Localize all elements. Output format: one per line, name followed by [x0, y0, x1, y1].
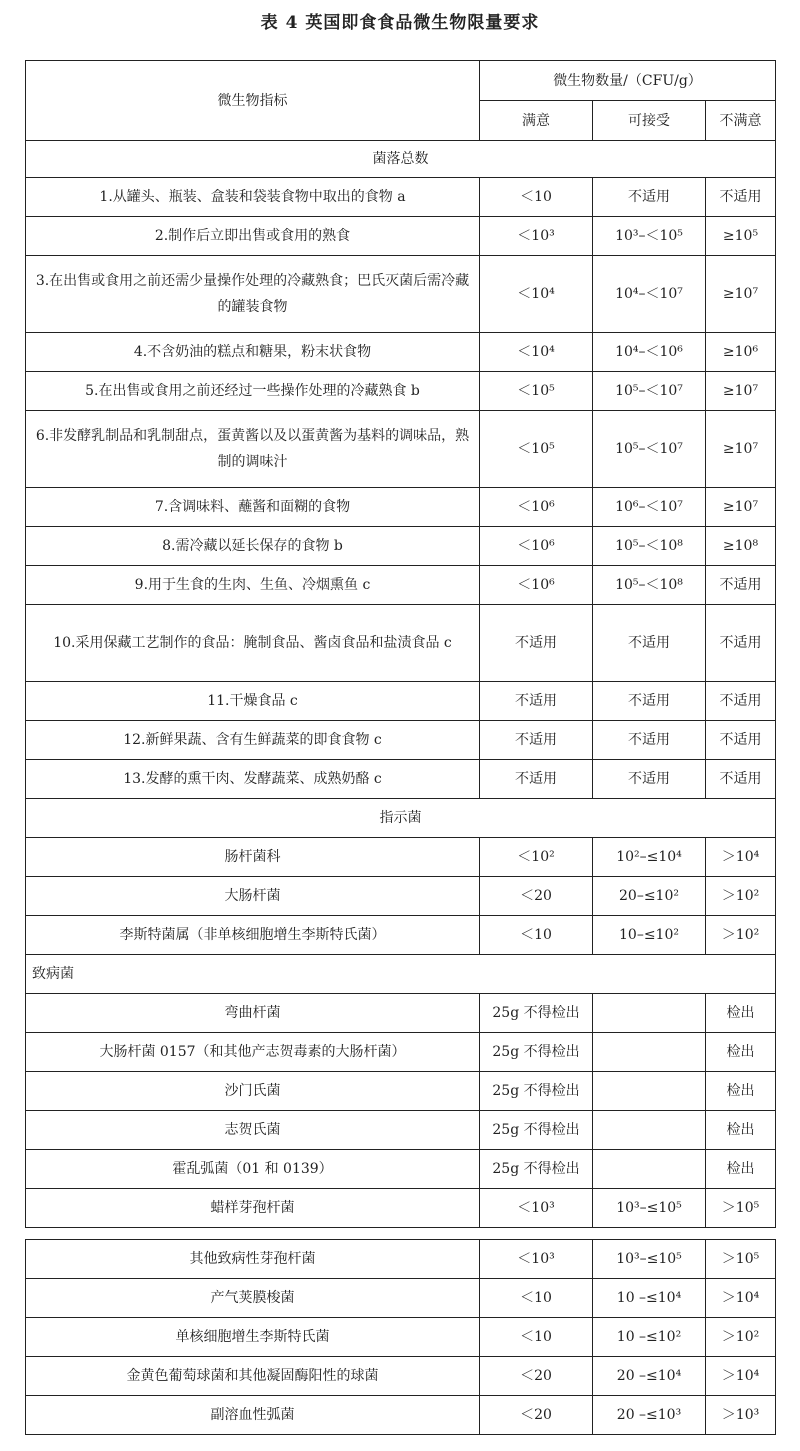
- table-row: [26, 333, 776, 372]
- row-unsatisfactory: 不适用: [706, 760, 776, 799]
- row-indicator: 蜡样芽孢杆菌: [26, 1189, 480, 1228]
- row-acceptable: [593, 1033, 706, 1072]
- row-acceptable: 10⁵–＜10⁷: [593, 372, 706, 411]
- row-acceptable: 10 –≤10²: [593, 1318, 706, 1357]
- row-unsatisfactory: 不适用: [706, 178, 776, 217]
- row-satisfactory: ＜10⁴: [480, 333, 593, 372]
- row-acceptable: [593, 994, 706, 1033]
- section-row: [26, 799, 776, 838]
- row-unsatisfactory: ＞10⁴: [706, 1279, 776, 1318]
- row-unsatisfactory: ＞10⁴: [706, 1357, 776, 1396]
- row-acceptable: [593, 1111, 706, 1150]
- table-row: [26, 488, 776, 527]
- row-unsatisfactory: ＞10³: [706, 1396, 776, 1435]
- header-indicator: 微生物指标: [26, 61, 480, 141]
- row-satisfactory: 25g 不得检出: [480, 1111, 593, 1150]
- table-row: [26, 1072, 776, 1111]
- row-acceptable: 10²–≤10⁴: [593, 838, 706, 877]
- row-unsatisfactory: 检出: [706, 1111, 776, 1150]
- row-indicator: 金黄色葡萄球菌和其他凝固酶阳性的球菌: [26, 1357, 480, 1396]
- row-indicator: 单核细胞增生李斯特氏菌: [26, 1318, 480, 1357]
- row-indicator: 副溶血性弧菌: [26, 1396, 480, 1435]
- row-satisfactory: ＜10⁴: [480, 256, 593, 333]
- row-unsatisfactory: ≥10⁵: [706, 217, 776, 256]
- row-acceptable: 10–≤10²: [593, 916, 706, 955]
- table-row: [26, 721, 776, 760]
- row-unsatisfactory: 不适用: [706, 721, 776, 760]
- row-unsatisfactory: ≥10⁷: [706, 488, 776, 527]
- row-indicator: 7.含调味料、蘸酱和面糊的食物: [26, 488, 480, 527]
- row-unsatisfactory: ≥10⁷: [706, 411, 776, 488]
- row-satisfactory: ＜10: [480, 1318, 593, 1357]
- row-acceptable: [593, 1150, 706, 1189]
- row-unsatisfactory: ＞10⁴: [706, 838, 776, 877]
- row-satisfactory: ＜10⁶: [480, 566, 593, 605]
- microbe-limits-table: [25, 60, 776, 1228]
- row-indicator: 肠杆菌科: [26, 838, 480, 877]
- table-row: [26, 1357, 776, 1396]
- table-row: [26, 527, 776, 566]
- row-acceptable: 10 –≤10⁴: [593, 1279, 706, 1318]
- row-indicator: 9.用于生食的生肉、生鱼、冷烟熏鱼 c: [26, 566, 480, 605]
- row-indicator: 3.在出售或食用之前还需少量操作处理的冷藏熟食；巴氏灭菌后需冷藏的罐装食物: [26, 256, 480, 333]
- row-acceptable: 10³–≤10⁵: [593, 1240, 706, 1279]
- row-satisfactory: 25g 不得检出: [480, 1072, 593, 1111]
- row-satisfactory: ＜10: [480, 1279, 593, 1318]
- row-unsatisfactory: ≥10⁸: [706, 527, 776, 566]
- table-row: [26, 1189, 776, 1228]
- row-indicator: 沙门氏菌: [26, 1072, 480, 1111]
- table-row: [26, 256, 776, 333]
- row-satisfactory: ＜10²: [480, 838, 593, 877]
- row-indicator: 志贺氏菌: [26, 1111, 480, 1150]
- row-indicator: 弯曲杆菌: [26, 994, 480, 1033]
- table-row: [26, 682, 776, 721]
- section-apc: 菌落总数: [26, 141, 776, 178]
- row-acceptable: 不适用: [593, 760, 706, 799]
- row-indicator: 李斯特菌属（非单核细胞增生李斯特氏菌）: [26, 916, 480, 955]
- header-acceptable: 可接受: [593, 101, 706, 141]
- header-unsatisfactory: 不满意: [706, 101, 776, 141]
- row-unsatisfactory: 不适用: [706, 566, 776, 605]
- row-satisfactory: ＜10⁶: [480, 527, 593, 566]
- table-row: [26, 1240, 776, 1279]
- table-row: [26, 1111, 776, 1150]
- row-satisfactory: ＜20: [480, 877, 593, 916]
- table-row: [26, 994, 776, 1033]
- table-row: [26, 372, 776, 411]
- section-pathogen: 致病菌: [26, 955, 776, 994]
- row-satisfactory: ＜10: [480, 178, 593, 217]
- row-indicator: 11.干燥食品 c: [26, 682, 480, 721]
- row-indicator: 霍乱弧菌（01 和 0139）: [26, 1150, 480, 1189]
- row-satisfactory: ＜20: [480, 1357, 593, 1396]
- row-indicator: 6.非发酵乳制品和乳制甜点，蛋黄酱以及以蛋黄酱为基料的调味品，熟制的调味汁: [26, 411, 480, 488]
- row-unsatisfactory: 检出: [706, 1072, 776, 1111]
- row-acceptable: 20–≤10²: [593, 877, 706, 916]
- row-satisfactory: 不适用: [480, 605, 593, 682]
- row-satisfactory: 25g 不得检出: [480, 994, 593, 1033]
- row-acceptable: 不适用: [593, 682, 706, 721]
- row-unsatisfactory: 检出: [706, 1150, 776, 1189]
- row-indicator: 8.需冷藏以延长保存的食物 b: [26, 527, 480, 566]
- row-unsatisfactory: ＞10²: [706, 1318, 776, 1357]
- row-unsatisfactory: ≥10⁷: [706, 256, 776, 333]
- row-unsatisfactory: 检出: [706, 994, 776, 1033]
- row-satisfactory: 25g 不得检出: [480, 1033, 593, 1072]
- table-row: [26, 1279, 776, 1318]
- row-indicator: 大肠杆菌: [26, 877, 480, 916]
- table-row: [26, 1150, 776, 1189]
- row-satisfactory: ＜10⁶: [480, 488, 593, 527]
- row-acceptable: 10⁴–＜10⁷: [593, 256, 706, 333]
- row-indicator: 2.制作后立即出售或食用的熟食: [26, 217, 480, 256]
- table-row: [26, 838, 776, 877]
- row-acceptable: 不适用: [593, 721, 706, 760]
- table-row: [26, 1033, 776, 1072]
- row-unsatisfactory: 不适用: [706, 605, 776, 682]
- row-acceptable: 10³–＜10⁵: [593, 217, 706, 256]
- header-count: 微生物数量/（CFU/g）: [480, 61, 776, 101]
- row-acceptable: 20 –≤10⁴: [593, 1357, 706, 1396]
- row-satisfactory: ＜10³: [480, 1189, 593, 1228]
- row-unsatisfactory: ＞10⁵: [706, 1189, 776, 1228]
- row-unsatisfactory: ＞10²: [706, 877, 776, 916]
- row-satisfactory: ＜10⁵: [480, 372, 593, 411]
- row-acceptable: 20 –≤10³: [593, 1396, 706, 1435]
- row-acceptable: 10⁴–＜10⁶: [593, 333, 706, 372]
- row-acceptable: 10⁵–＜10⁸: [593, 527, 706, 566]
- row-indicator: 5.在出售或食用之前还经过一些操作处理的冷藏熟食 b: [26, 372, 480, 411]
- table-row: [26, 760, 776, 799]
- header-satisfactory: 满意: [480, 101, 593, 141]
- row-indicator: 12.新鲜果蔬、含有生鲜蔬菜的即食食物 c: [26, 721, 480, 760]
- row-acceptable: 不适用: [593, 178, 706, 217]
- table-row: [26, 411, 776, 488]
- row-unsatisfactory: ≥10⁷: [706, 372, 776, 411]
- table-row: [26, 217, 776, 256]
- row-acceptable: [593, 1072, 706, 1111]
- row-acceptable: 10⁵–＜10⁸: [593, 566, 706, 605]
- row-unsatisfactory: ＞10²: [706, 916, 776, 955]
- row-satisfactory: 不适用: [480, 721, 593, 760]
- row-indicator: 10.采用保藏工艺制作的食品：腌制食品、酱卤食品和盐渍食品 c: [26, 605, 480, 682]
- row-indicator: 其他致病性芽孢杆菌: [26, 1240, 480, 1279]
- row-acceptable: 10⁶–＜10⁷: [593, 488, 706, 527]
- row-acceptable: 10³–≤10⁵: [593, 1189, 706, 1228]
- row-acceptable: 10⁵–＜10⁷: [593, 411, 706, 488]
- row-indicator: 4.不含奶油的糕点和糖果，粉末状食物: [26, 333, 480, 372]
- row-satisfactory: ＜20: [480, 1396, 593, 1435]
- row-indicator: 13.发酵的熏干肉、发酵蔬菜、成熟奶酪 c: [26, 760, 480, 799]
- row-unsatisfactory: ≥10⁶: [706, 333, 776, 372]
- row-unsatisfactory: 不适用: [706, 682, 776, 721]
- row-acceptable: 不适用: [593, 605, 706, 682]
- row-indicator: 产气荚膜梭菌: [26, 1279, 480, 1318]
- table-title: 表 4 英国即食食品微生物限量要求: [260, 13, 540, 33]
- section-indicator: 指示菌: [26, 799, 776, 838]
- row-satisfactory: 不适用: [480, 760, 593, 799]
- row-satisfactory: ＜10³: [480, 1240, 593, 1279]
- row-unsatisfactory: 检出: [706, 1033, 776, 1072]
- microbe-limits-table-continued: [25, 1239, 776, 1435]
- table-row: [26, 1396, 776, 1435]
- table-row: [26, 916, 776, 955]
- row-unsatisfactory: ＞10⁵: [706, 1240, 776, 1279]
- table-row: [26, 877, 776, 916]
- row-indicator: 1.从罐头、瓶装、盒装和袋装食物中取出的食物 a: [26, 178, 480, 217]
- row-indicator: 大肠杆菌 0157（和其他产志贺毒素的大肠杆菌）: [26, 1033, 480, 1072]
- table-row: [26, 605, 776, 682]
- row-satisfactory: 不适用: [480, 682, 593, 721]
- row-satisfactory: 25g 不得检出: [480, 1150, 593, 1189]
- table-row: [26, 1318, 776, 1357]
- row-satisfactory: ＜10⁵: [480, 411, 593, 488]
- table-row: [26, 178, 776, 217]
- row-satisfactory: ＜10: [480, 916, 593, 955]
- table-row: [26, 566, 776, 605]
- section-row: [26, 955, 776, 994]
- row-satisfactory: ＜10³: [480, 217, 593, 256]
